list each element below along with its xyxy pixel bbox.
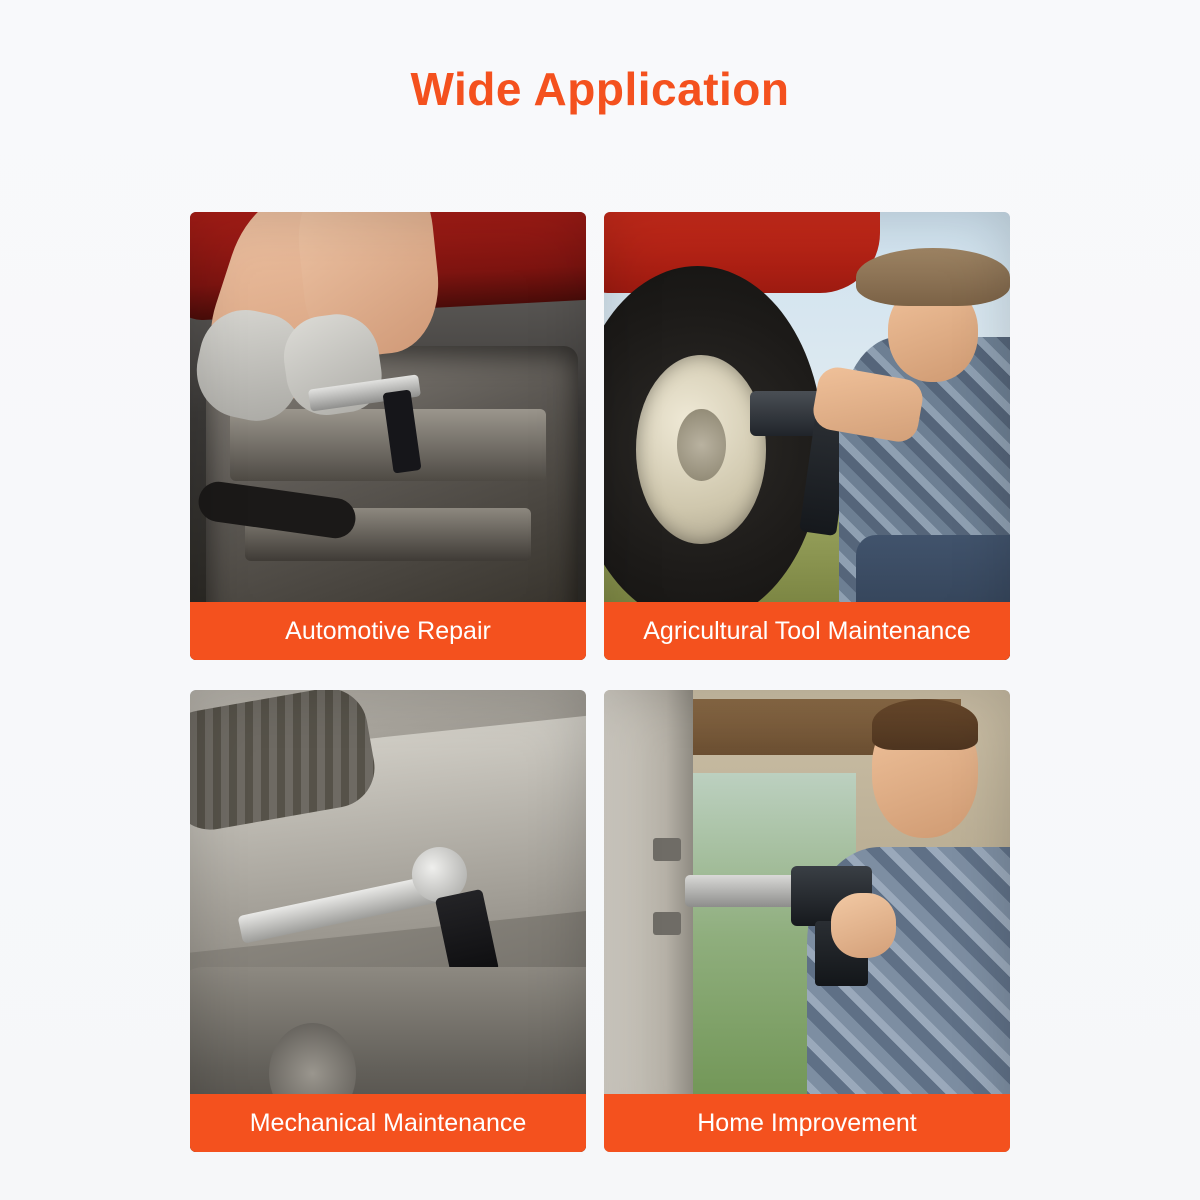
photo-mechanical-maintenance [190,690,586,1152]
photo-automotive-repair [190,212,586,660]
card-caption-text: Agricultural Tool Maintenance [643,617,971,645]
application-card-automotive-repair[interactable] [190,212,586,660]
photo-home-improvement [604,690,1010,1152]
card-caption-text: Mechanical Maintenance [249,1109,527,1137]
application-card-agricultural-tool-maintenance[interactable] [604,212,1010,660]
wheel-hub-shape [677,409,726,481]
card-caption-text: Automotive Repair [285,617,491,645]
card-caption-bar [604,602,1010,660]
application-card-mechanical-maintenance[interactable] [190,690,586,1152]
door-hinge-upper [653,838,681,861]
application-card-grid [190,212,1010,1152]
cowboy-hat-shape [856,248,1010,306]
card-caption-bar [604,1094,1010,1152]
card-caption-text: Home Improvement [697,1109,917,1137]
photo-agricultural-tool-maintenance [604,212,1010,660]
person-hand-shape [831,893,896,958]
door-hinge-lower [653,912,681,935]
page-title: Wide Application [410,63,790,115]
card-caption-bar [190,1094,586,1152]
application-card-home-improvement[interactable] [604,690,1010,1152]
person-hair-shape [872,699,978,750]
card-caption-bar [190,602,586,660]
